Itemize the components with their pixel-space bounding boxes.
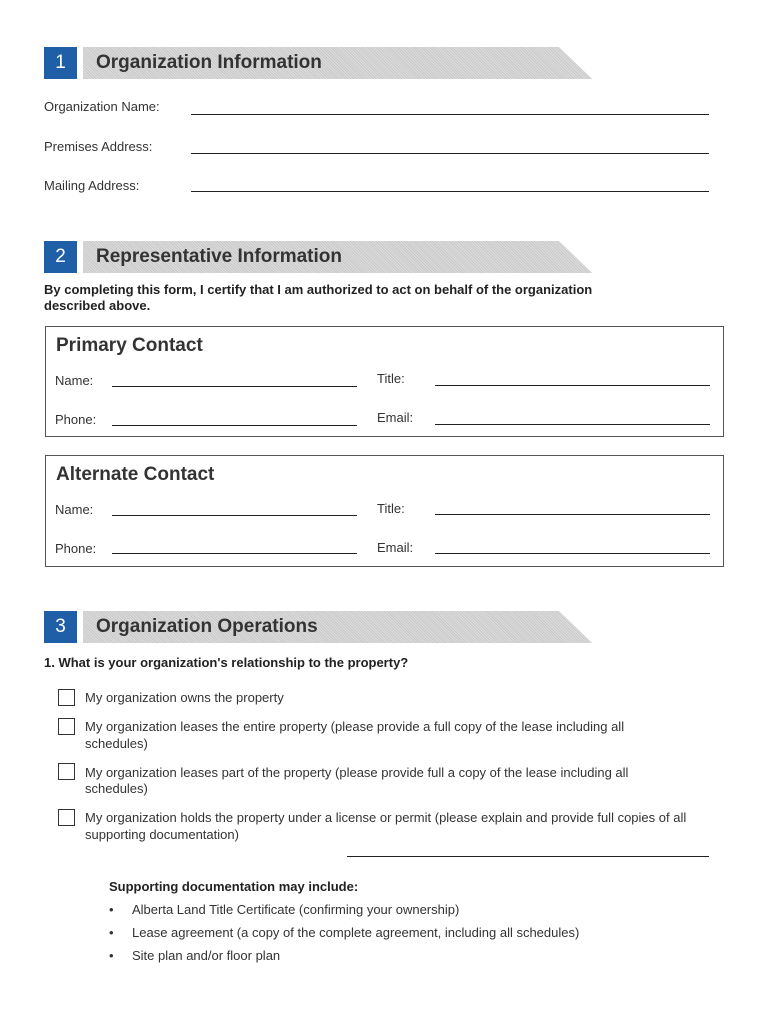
section-3-number: 3 [44, 611, 77, 643]
alternate-contact-box [45, 455, 724, 567]
license-explanation-field[interactable] [347, 856, 709, 857]
section-3-header [44, 611, 592, 643]
primary-title-field[interactable] [435, 385, 710, 386]
primary-name-field[interactable] [112, 386, 357, 387]
relationship-question: 1. What is your organization's relationship to the property? [44, 655, 409, 670]
doc-item-site-plan: Site plan and/or floor plan [132, 948, 281, 963]
mailing-address-field[interactable] [191, 191, 709, 192]
alternate-title-field[interactable] [435, 514, 710, 515]
section-3-title: Organization Operations [96, 616, 318, 637]
primary-phone-field[interactable] [112, 425, 357, 426]
primary-email-field[interactable] [435, 424, 710, 425]
section-1-header [44, 47, 592, 79]
option-leases-entire-checkbox[interactable] [58, 718, 75, 735]
primary-email-label: Email: [377, 410, 414, 425]
primary-contact-title: Primary Contact [56, 335, 203, 356]
section-2-number: 2 [44, 241, 77, 273]
alternate-phone-field[interactable] [112, 553, 357, 554]
option-license-text-2: supporting documentation) [85, 827, 239, 842]
premises-address-field[interactable] [191, 153, 709, 154]
primary-title-label: Title: [377, 371, 405, 386]
option-leases-entire-text-2: schedules) [85, 736, 148, 751]
bullet-marker: • [109, 925, 114, 940]
option-license-checkbox[interactable] [58, 809, 75, 826]
section-2-title: Representative Information [96, 246, 342, 267]
organization-name-field[interactable] [191, 114, 709, 115]
bullet-marker: • [109, 948, 114, 963]
option-license-text-1: My organization holds the property under a license or permit (please explain and provide full copies of all [85, 810, 687, 825]
alternate-contact-title: Alternate Contact [56, 464, 215, 485]
option-leases-entire-text-1: My organization leases the entire property (please provide a full copy of the lease including all [85, 719, 625, 734]
supporting-docs-heading: Supporting documentation may include: [109, 879, 359, 894]
bullet-marker: • [109, 902, 114, 917]
certification-note-line-2: described above. [44, 298, 151, 313]
alternate-phone-label: Phone: [55, 541, 97, 556]
alternate-email-label: Email: [377, 540, 414, 555]
organization-name-label: Organization Name: [44, 99, 160, 114]
section-1-title: Organization Information [96, 52, 322, 73]
doc-item-lease-agreement: Lease agreement (a copy of the complete agreement, including all schedules) [132, 925, 580, 940]
option-owns-text: My organization owns the property [85, 690, 284, 705]
alternate-name-field[interactable] [112, 515, 357, 516]
option-owns-checkbox[interactable] [58, 689, 75, 706]
alternate-title-label: Title: [377, 501, 405, 516]
alternate-name-label: Name: [55, 502, 94, 517]
primary-name-label: Name: [55, 373, 94, 388]
section-1-number: 1 [44, 47, 77, 79]
section-2-header [44, 241, 592, 273]
option-leases-part-text-2: schedules) [85, 781, 148, 796]
option-leases-part-text-1: My organization leases part of the property (please provide full a copy of the lease including all [85, 765, 629, 780]
premises-address-label: Premises Address: [44, 139, 153, 154]
doc-item-land-title: Alberta Land Title Certificate (confirming your ownership) [132, 902, 460, 917]
certification-note-line-1: By completing this form, I certify that I am authorized to act on behalf of the organization [44, 282, 593, 297]
option-leases-part-checkbox[interactable] [58, 763, 75, 780]
primary-phone-label: Phone: [55, 412, 97, 427]
alternate-email-field[interactable] [435, 553, 710, 554]
primary-contact-box [45, 326, 724, 437]
mailing-address-label: Mailing Address: [44, 178, 140, 193]
